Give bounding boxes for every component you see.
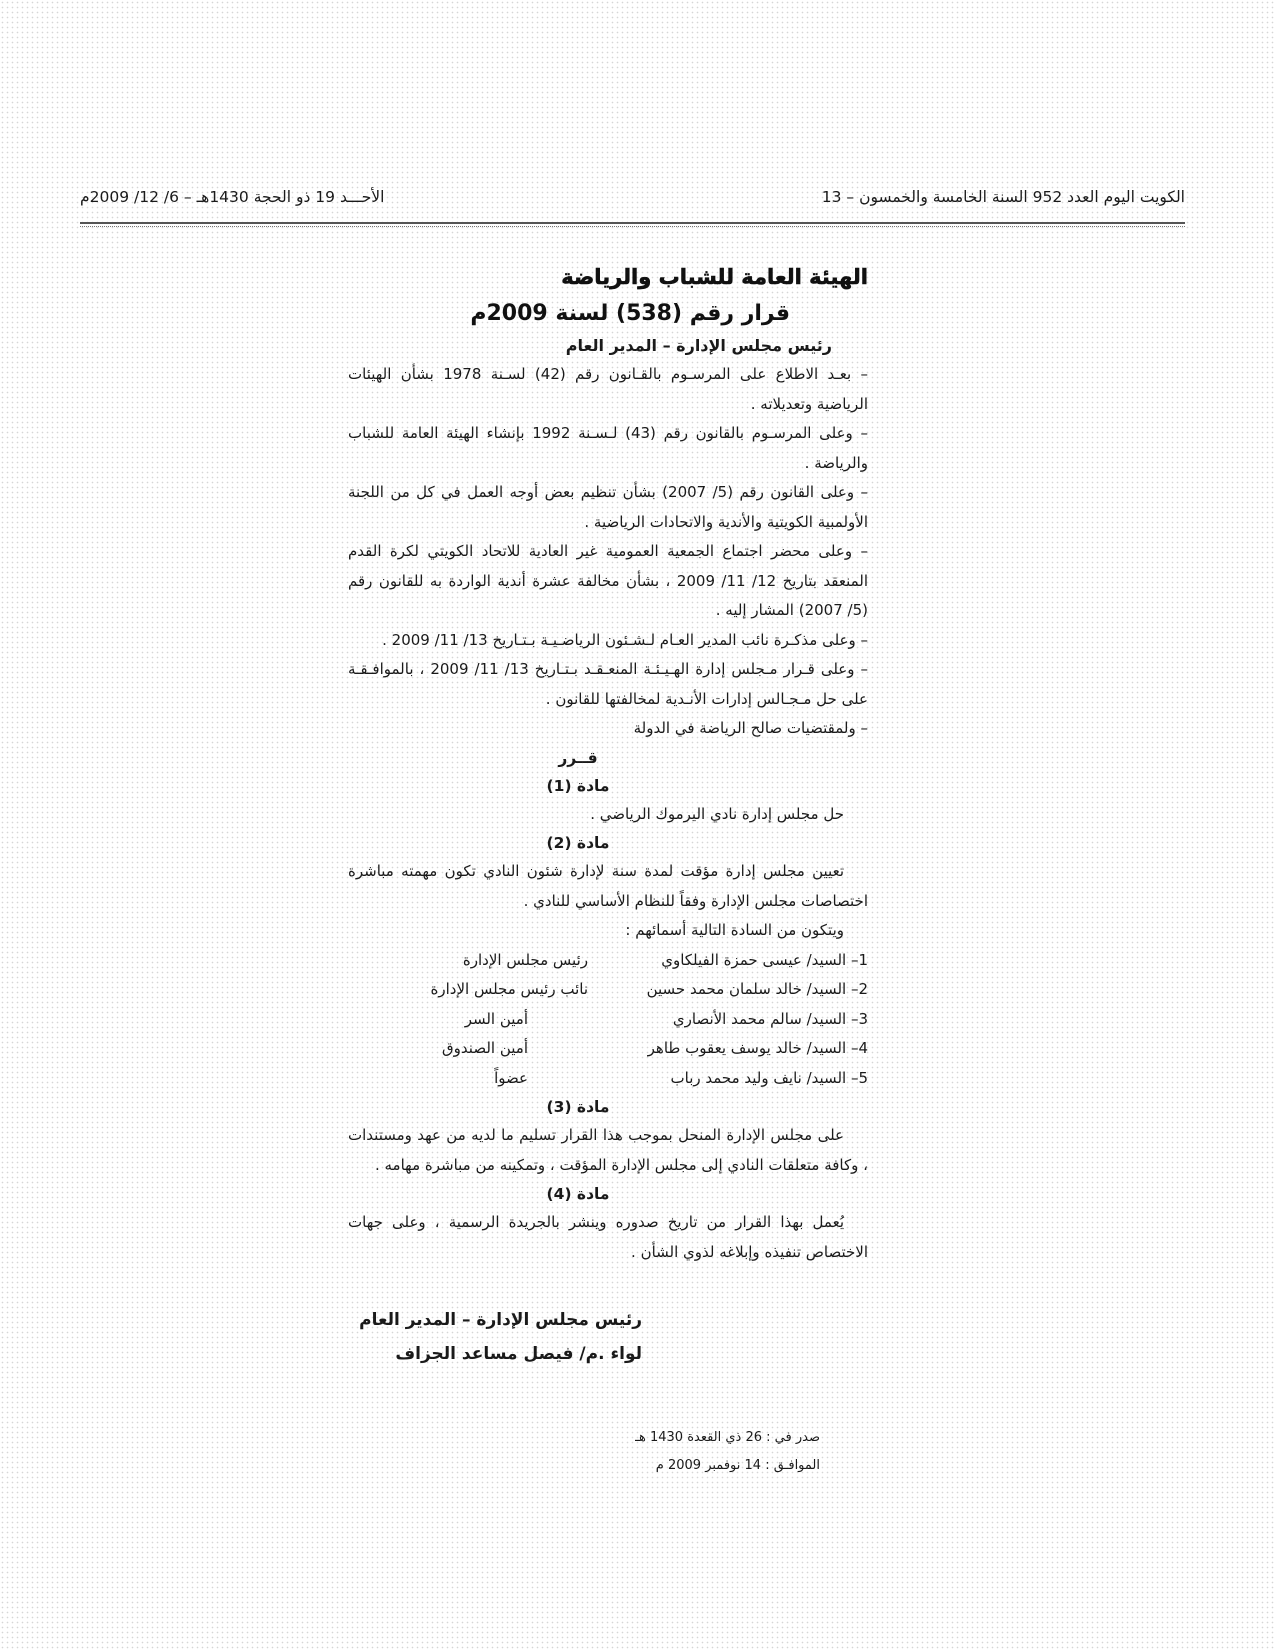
member-role: أمين الصندوق bbox=[442, 1039, 528, 1057]
member-row bbox=[348, 946, 868, 976]
members-list bbox=[348, 946, 868, 1094]
article-4-text: يُعمل بهذا القرار من تاريخ صدوره وينشر بالجريدة الرسمية ، وعلى جهات الاختصاص تنفيذه وإبلاغه لذوي الشأن . bbox=[348, 1213, 868, 1261]
member-row bbox=[348, 1034, 868, 1064]
article-3-title: مادة (3) bbox=[546, 1098, 610, 1116]
article-4-title: مادة (4) bbox=[546, 1185, 610, 1203]
preamble-item-3: – وعلى القانون رقم (5/ 2007) بشأن تنظيم بعض أوجه العمل في كل من اللجنة الأولمبية الكويتية والأندية والاتحادات الرياضية . bbox=[348, 483, 868, 531]
header-rule bbox=[80, 222, 1185, 224]
decree-body bbox=[348, 262, 868, 1371]
member-name: 4– السيد/ خالد يوسف يعقوب طاهر bbox=[647, 1039, 868, 1057]
member-role: رئيس مجلس الإدارة bbox=[462, 950, 588, 969]
member-row bbox=[348, 1005, 868, 1035]
issued-gregorian: الموافـق : 14 نوفمبر 2009 م bbox=[655, 1458, 820, 1473]
issue-dates bbox=[630, 1424, 820, 1480]
member-name: 3– السيد/ سالم محمد الأنصاري bbox=[672, 1009, 868, 1028]
preamble-item-1: – بعـد الاطلاع على المرسـوم بالقـانون رقم (42) لسـنة 1978 بشأن الهيئات الرياضية وتعديلاته . bbox=[348, 365, 868, 413]
article-2-title: مادة (2) bbox=[546, 834, 610, 852]
header-rule-dotted bbox=[80, 226, 1185, 227]
article-1-text: حل مجلس إدارة نادي اليرموك الرياضي . bbox=[590, 804, 844, 823]
preamble-item-7: – ولمقتضيات صالح الرياضة في الدولة bbox=[633, 719, 868, 737]
member-role: أمين السر bbox=[464, 1009, 528, 1028]
header-publication: الكويت اليوم العدد 952 السنة الخامسة والخمسون – 13 bbox=[821, 188, 1185, 206]
article-2-text: تعيين مجلس إدارة مؤقت لمدة سنة لإدارة شئون النادي تكون مهمته مباشرة اختصاصات مجلس الإدارة وفقاً للنظام الأساسي للنادي . bbox=[348, 862, 868, 910]
header-date: الأحـــد 19 ذو الحجة 1430هـ – 6/ 12/ 2009م bbox=[80, 188, 385, 206]
page-header bbox=[80, 178, 1185, 216]
preamble-item-2: – وعلى المرسـوم بالقانون رقم (43) لـسـنة 1992 بإنشاء الهيئة العامة للشباب والرياضة . bbox=[348, 424, 868, 472]
preamble-item-6: – وعلى قـرار مـجلس إدارة الهـيـئـة المنعـقـد بـتـاريخ 13/ 11/ 2009 ، بالموافـقـة على حل مـجـالس إدارات الأنـدية لمخالفتها للقانون . bbox=[348, 660, 868, 708]
article-1-title: مادة (1) bbox=[546, 776, 610, 795]
issued-hijri: صدر في : 26 ذي القعدة 1430 هـ bbox=[635, 1430, 820, 1445]
member-role: عضواً bbox=[494, 1068, 528, 1087]
signature-title: رئيس مجلس الإدارة – المدير العام bbox=[359, 1310, 642, 1330]
preamble-item-4: – وعلى محضر اجتماع الجمعية العمومية غير العادية للاتحاد الكويتي لكرة القدم المنعقد بتاريخ 12/ 11/ 2009 ، بشأن مخالفة عشرة أندية الواردة به للقانون رقم (5/ 2007) المشار إليه . bbox=[348, 542, 869, 619]
member-role: نائب رئيس مجلس الإدارة bbox=[430, 980, 588, 998]
member-name: 1– السيد/ عيسى حمزة الفيلكاوي bbox=[661, 950, 868, 969]
preamble-item-5: – وعلى مذكـرة نائب المدير العـام لـشـئون الرياضـيـة بـتـاريخ 13/ 11/ 2009 . bbox=[382, 630, 868, 649]
article-2-intro: ويتكون من السادة التالية أسمائهم : bbox=[625, 921, 844, 939]
authority-name: الهيئة العامة للشباب والرياضة bbox=[561, 265, 868, 289]
decree-title: قرار رقم (538) لسنة 2009م bbox=[470, 301, 790, 326]
member-row bbox=[348, 1064, 868, 1094]
signature-block bbox=[348, 1303, 642, 1371]
member-row bbox=[348, 975, 868, 1005]
member-name: 2– السيد/ خالد سلمان محمد حسين bbox=[646, 980, 868, 998]
member-name: 5– السيد/ نايف وليد محمد رباب bbox=[670, 1068, 868, 1087]
decided-heading: قــرر bbox=[558, 748, 598, 767]
article-3-text: على مجلس الإدارة المنحل بموجب هذا القرار تسليم ما لديه من عهد ومستندات ، وكافة متعلقات النادي إلى مجلس الإدارة المؤقت ، وتمكينه من مباشرة مهامه . bbox=[348, 1126, 868, 1174]
issuer-title: رئيس مجلس الإدارة – المدير العام bbox=[565, 336, 832, 355]
signature-name: لواء .م/ فيصل مساعد الجزاف bbox=[395, 1344, 642, 1364]
